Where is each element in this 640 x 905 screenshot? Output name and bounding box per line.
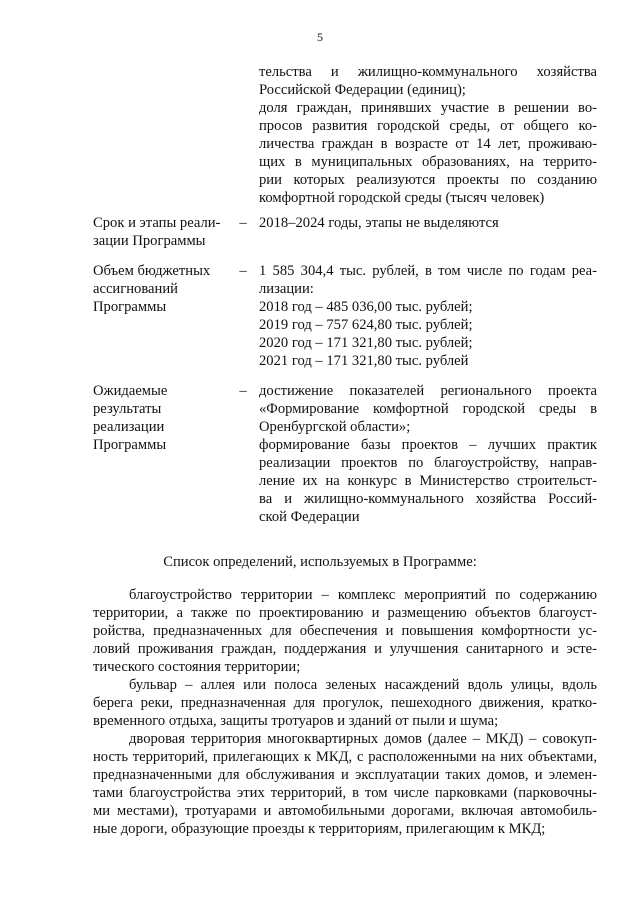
passport-row-value: Оренбургской области»;: [259, 419, 411, 435]
passport-row-value: 1 585 304,4 тыс. рублей, в том числе по годам реа-: [259, 263, 597, 279]
definition-line: ность территорий, прилегающих к МКД, с расположенными на них объектами,: [93, 749, 597, 765]
passport-continuation-line: Российской Федерации (единиц);: [259, 82, 466, 98]
passport-row-value: ление их на конкурс в Министерство строительст-: [259, 473, 597, 489]
definition-line: временного отдыха, защиты тротуаров и зданий от пыли и шума;: [93, 713, 499, 729]
passport-row-value: 2018 год – 485 036,00 тыс. рублей;: [259, 299, 473, 315]
definition-line: благоустройство территории – комплекс мероприятий по содержанию: [129, 587, 597, 603]
passport-row-label: Срок и этапы реали-: [93, 215, 221, 231]
passport-row-value: 2019 год – 757 624,80 тыс. рублей;: [259, 317, 473, 333]
passport-row-value: реализации проектов по благоустройству, направ-: [259, 455, 597, 471]
passport-continuation-line: личества граждан в возрасте от 14 лет, проживаю-: [259, 136, 597, 152]
definition-line: дворовая территория многоквартирных домов (далее – МКД) – совокуп-: [129, 731, 597, 747]
passport-row-label: Объем бюджетных: [93, 263, 211, 279]
passport-row-dash: –: [239, 263, 247, 279]
definition-line: ройства, предназначенных для обеспечения и повышения комфортности ус-: [93, 623, 597, 639]
definition-line: ловий проживания граждан, поддержания и улучшения санитарного и эсте-: [93, 641, 597, 657]
passport-row-label: Ожидаемые: [93, 383, 168, 399]
definition-line: территории, а также по проектированию и размещению объектов благоуст-: [93, 605, 597, 621]
definition-line: ми местами), тротуарами и автомобильными дорогами, включая автомобиль-: [93, 803, 597, 819]
definition-line: тического состояния территории;: [93, 659, 301, 675]
passport-row-label: реализации: [93, 419, 165, 435]
passport-continuation-line: рии которых реализуются проекты по созданию: [259, 172, 597, 188]
definition-line: тами благоустройства этих территорий, в том числе парковками (парковочны-: [93, 785, 597, 801]
definitions-heading: Список определений, используемых в Программе:: [163, 554, 477, 570]
passport-continuation-line: тельства и жилищно-коммунального хозяйства: [259, 64, 597, 80]
passport-row-value: формирование базы проектов – лучших практик: [259, 437, 597, 453]
passport-continuation-line: комфортной городской среды (тысяч человек): [259, 190, 545, 206]
passport-row-value: 2021 год – 171 321,80 тыс. рублей: [259, 353, 469, 369]
page-number: 5: [317, 30, 323, 44]
passport-row-value: 2018–2024 годы, этапы не выделяются: [259, 215, 499, 231]
definition-line: предназначенными для обслуживания и эксплуатации таких домов, и элемен-: [93, 767, 597, 783]
passport-row-value: достижение показателей регионального проекта: [259, 383, 597, 399]
passport-row-dash: –: [239, 215, 247, 231]
passport-row-dash: –: [239, 383, 247, 399]
passport-row-label: зации Программы: [93, 233, 206, 249]
passport-row-value: «Формирование комфортной городской среды в: [259, 401, 597, 417]
passport-continuation-line: просов развития городской среды, от общего ко-: [259, 118, 597, 134]
passport-row-label: ассигнований: [93, 281, 178, 297]
passport-row-label: результаты: [93, 401, 162, 417]
definition-line: берега реки, предназначенная для прогулок, пешеходного движения, кратко-: [93, 695, 597, 711]
passport-row-value: лизации:: [259, 281, 314, 297]
passport-row-label: Программы: [93, 437, 167, 453]
passport-continuation-line: щих в муниципальных образованиях, на террито-: [259, 154, 597, 170]
passport-row-label: Программы: [93, 299, 167, 315]
passport-row-value: 2020 год – 171 321,80 тыс. рублей;: [259, 335, 473, 351]
definition-line: ные дороги, образующие проезды к территориям, прилегающим к МКД;: [93, 821, 546, 837]
passport-row-value: ва и жилищно-коммунального хозяйства Россий-: [259, 491, 597, 507]
passport-row-value: ской Федерации: [259, 509, 360, 525]
passport-continuation-line: доля граждан, принявших участие в решении во-: [259, 100, 597, 116]
definition-line: бульвар – аллея или полоса зеленых насаждений вдоль улицы, вдоль: [129, 677, 597, 693]
